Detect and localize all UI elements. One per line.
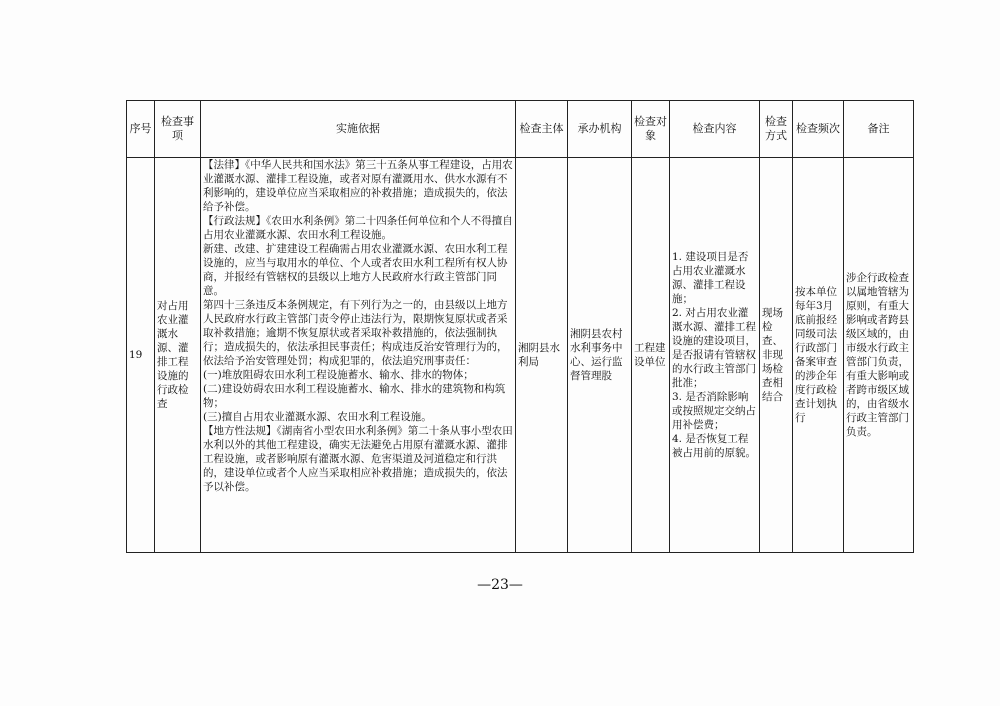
page-number: —23—: [477, 577, 523, 593]
row-target: 工程建设单位: [632, 158, 670, 553]
header-remarks: 备注: [844, 101, 914, 158]
header-number: 序号: [127, 101, 155, 158]
row-agency: 湘阴县农村水利事务中心、运行监督管理股: [568, 158, 632, 553]
table-header-row: [127, 101, 914, 158]
content-item: 1. 建设项目是否占用农业灌溉水源、灌排工程设施；: [672, 251, 749, 305]
header-target: 检查对象: [632, 101, 670, 158]
header-content: 检查内容: [670, 101, 760, 158]
table-row: [127, 158, 914, 553]
row-frequency: 按本单位每年3月底前报经同级司法行政部门备案审查的涉企年度行政检查计划执行: [793, 158, 844, 553]
row-content: [670, 158, 760, 553]
basis-paragraph: 【行政法规】《农田水利条例》第二十四条任何单位和个人不得擅自占用农业灌溉水源、农田水利工程设施。: [203, 215, 513, 241]
row-method: 现场检查、非现场检查相结合: [760, 158, 793, 553]
header-frequency: 检查频次: [793, 101, 844, 158]
basis-paragraph: 新建、改建、扩建建设工程确需占用农业灌溉水源、农田水利工程设施的，应当与取用水的单位、个人或者农田水利工程所有权人协商，并报经有管辖权的县级以上地方人民政府水行政主管部门同意。: [203, 243, 508, 297]
basis-paragraph: 第四十三条违反本条例规定，有下列行为之一的，由县级以上地方人民政府水行政主管部门责令停止违法行为，限期恢复原状或者采取补救措施；逾期不恢复原状或者采取补救措施的，依法强制执行；造成损失的，依法承担民事责任；构成违反治安管理行为的，依法给予治安管理处罚；构成犯罪的，依法追究刑事责任：: [203, 299, 508, 367]
content-item: 4. 是否恢复工程被占用前的原貌。: [672, 433, 756, 459]
basis-paragraph: 【法律】《中华人民共和国水法》第三十五条从事工程建设，占用农业灌溉水源、灌排工程设施，或者对原有灌溉用水、供水水源有不利影响的，建设单位应当采取相应的补救措施；造成损失的，依法给予补偿。: [203, 159, 513, 213]
row-subject: 湘阴县水利局: [516, 158, 568, 553]
row-item: 对占用农业灌溉水源、灌排工程设施的行政检查: [155, 158, 201, 553]
row-remarks: 涉企行政检查以属地管辖为原则，有重大影响或者跨县级区域的，由市级水行政主管部门负责，有重大影响或者跨市级区域的，由省级水行政主管部门负责。: [844, 158, 914, 553]
header-basis: 实施依据: [201, 101, 516, 158]
inspection-table: [126, 100, 914, 553]
basis-paragraph: 【地方性法规】《湖南省小型农田水利条例》第二十条从事小型农田水利以外的其他工程建设，确实无法避免占用原有灌溉水源、灌排工程设施，或者影响原有灌溉水源、危害渠道及河道稳定和行洪的，建设单位或者个人应当采取相应补救措施；造成损失的，依法予以补偿。: [203, 425, 513, 493]
header-subject: 检查主体: [516, 101, 568, 158]
header-method: 检查方式: [760, 101, 793, 158]
row-number: 19: [127, 158, 155, 553]
header-agency: 承办机构: [568, 101, 632, 158]
header-item: 检查事项: [155, 101, 201, 158]
content-item: 2. 对占用农业灌溉水源、灌排工程设施的建设项目，是否报请有管辖权的水行政主管部门批准；: [672, 307, 756, 389]
basis-paragraph: (一)堆放阻碍农田水利工程设施蓄水、输水、排水的物体；: [203, 369, 474, 381]
row-basis: [201, 158, 516, 553]
basis-paragraph: (三)擅自占用农业灌溉水源、农田水利工程设施。: [203, 411, 432, 423]
content-item: 3. 是否消除影响或按照规定交纳占用补偿费；: [672, 391, 756, 431]
basis-paragraph: (二)建设妨碍农田水利工程设施蓄水、输水、排水的建筑物和构筑物；: [203, 383, 506, 409]
